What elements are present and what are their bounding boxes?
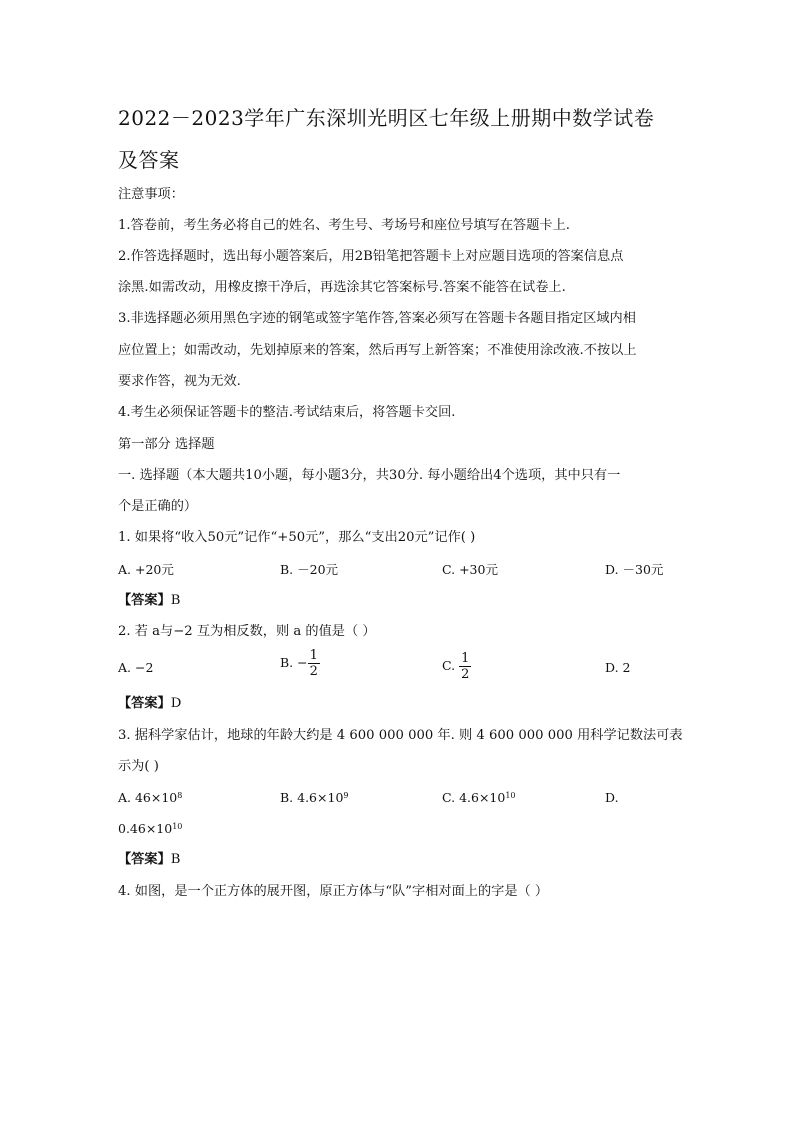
- question-3-stem-a: 3. 据科学家估计，地球的年龄大约是 4 600 000 000 年. 则 4 600 000 000 用科学记数法可表: [118, 728, 683, 743]
- part-heading: 第一部分 选择题: [118, 437, 215, 452]
- q2-answer-value: D: [170, 696, 182, 711]
- q3-option-a: [118, 789, 182, 807]
- q2-option-c: [442, 651, 471, 682]
- answer-label: 【答案】: [118, 593, 171, 608]
- q1-answer: [118, 592, 180, 610]
- note-item-2a: 2.作答选择题时，选出每小题答案后，用2B铅笔把答题卡上对应题目选项的答案信息点: [118, 249, 624, 264]
- q3-option-b-base: B. 4.6×10: [280, 790, 344, 805]
- q3-option-a-base: A. 46×10: [118, 790, 178, 805]
- note-item-3a: 3.非选择题必须用黑色字迹的钢笔或签字笔作答,答案必须写在答题卡各题目指定区域内相: [118, 311, 636, 326]
- q1-answer-value: B: [170, 593, 181, 608]
- question-4-stem: 4. 如图，是一个正方体的展开图，原正方体与“队”字相对面上的字是（ ）: [118, 884, 549, 899]
- q2-option-b-fraction: [308, 648, 320, 679]
- note-item-3b: 应位置上；如需改动，先划掉原来的答案，然后再写上新答案；不准使用涂改液.不按以上: [118, 343, 637, 358]
- section-heading-b: 个是正确的）: [118, 499, 198, 514]
- answer-label: 【答案】: [118, 852, 171, 867]
- q3-option-d: [118, 820, 182, 838]
- q1-option-b: B. －20元: [280, 562, 339, 577]
- note-item-3c: 要求作答，视为无效.: [118, 374, 241, 389]
- q3-option-d-base: 0.46×10: [118, 821, 173, 836]
- document-title-line1: 2022－2023学年广东深圳光明区七年级上册期中数学试卷: [118, 106, 655, 130]
- q3-answer-value: B: [170, 852, 181, 867]
- note-item-1: 1.答卷前，考生务必将自己的姓名、考生号、考场号和座位号填写在答题卡上.: [118, 218, 570, 233]
- q3-option-c: [442, 789, 516, 807]
- fraction-numerator: 1: [461, 651, 470, 666]
- q2-option-b: [280, 648, 320, 679]
- q3-option-d-exponent: 10: [172, 822, 183, 831]
- fraction-denominator: 2: [461, 667, 470, 682]
- note-item-2b: 涂黑.如需改动，用橡皮擦干净后，再选涂其它答案标号.答案不能答在试卷上.: [118, 280, 566, 295]
- q3-option-b-exponent: 9: [343, 791, 349, 800]
- q2-option-d: D. 2: [605, 660, 631, 675]
- question-1-stem: 1. 如果将“收入50元”记作“+50元”，那么“支出20元”记作( ): [118, 530, 476, 545]
- q2-option-a: A. −2: [118, 660, 154, 675]
- q3-answer: [118, 851, 180, 869]
- answer-label: 【答案】: [118, 696, 171, 711]
- q3-option-c-base: C. 4.6×10: [442, 790, 506, 805]
- q2-option-c-prefix: C.: [442, 658, 456, 673]
- section-heading-a: 一. 选择题（本大题共10小题，每小题3分，共30分. 每小题给出4个选项，其中只有一: [118, 468, 621, 483]
- q3-option-a-exponent: 8: [177, 791, 183, 800]
- document-title-line2: 及答案: [118, 148, 180, 172]
- fraction-denominator: 2: [309, 664, 318, 679]
- q1-option-a: A. +20元: [118, 562, 174, 577]
- q3-option-d-label: D.: [605, 790, 619, 805]
- question-2-stem: 2. 若 a与−2 互为相反数，则 a 的值是（ ）: [118, 624, 376, 639]
- q3-option-c-exponent: 10: [505, 791, 516, 800]
- q3-option-b: [280, 789, 349, 807]
- q1-option-c: C. +30元: [442, 562, 498, 577]
- q1-option-d: D. －30元: [605, 562, 664, 577]
- fraction-numerator: 1: [309, 648, 318, 663]
- q2-answer: [118, 695, 181, 713]
- question-3-stem-b: 示为( ): [118, 759, 159, 774]
- q2-option-c-fraction: [459, 651, 471, 682]
- note-item-4: 4.考生必须保证答题卡的整洁.考试结束后，将答题卡交回.: [118, 405, 456, 420]
- q2-option-b-prefix: B. −: [280, 655, 308, 670]
- notes-heading: 注意事项：: [118, 187, 184, 202]
